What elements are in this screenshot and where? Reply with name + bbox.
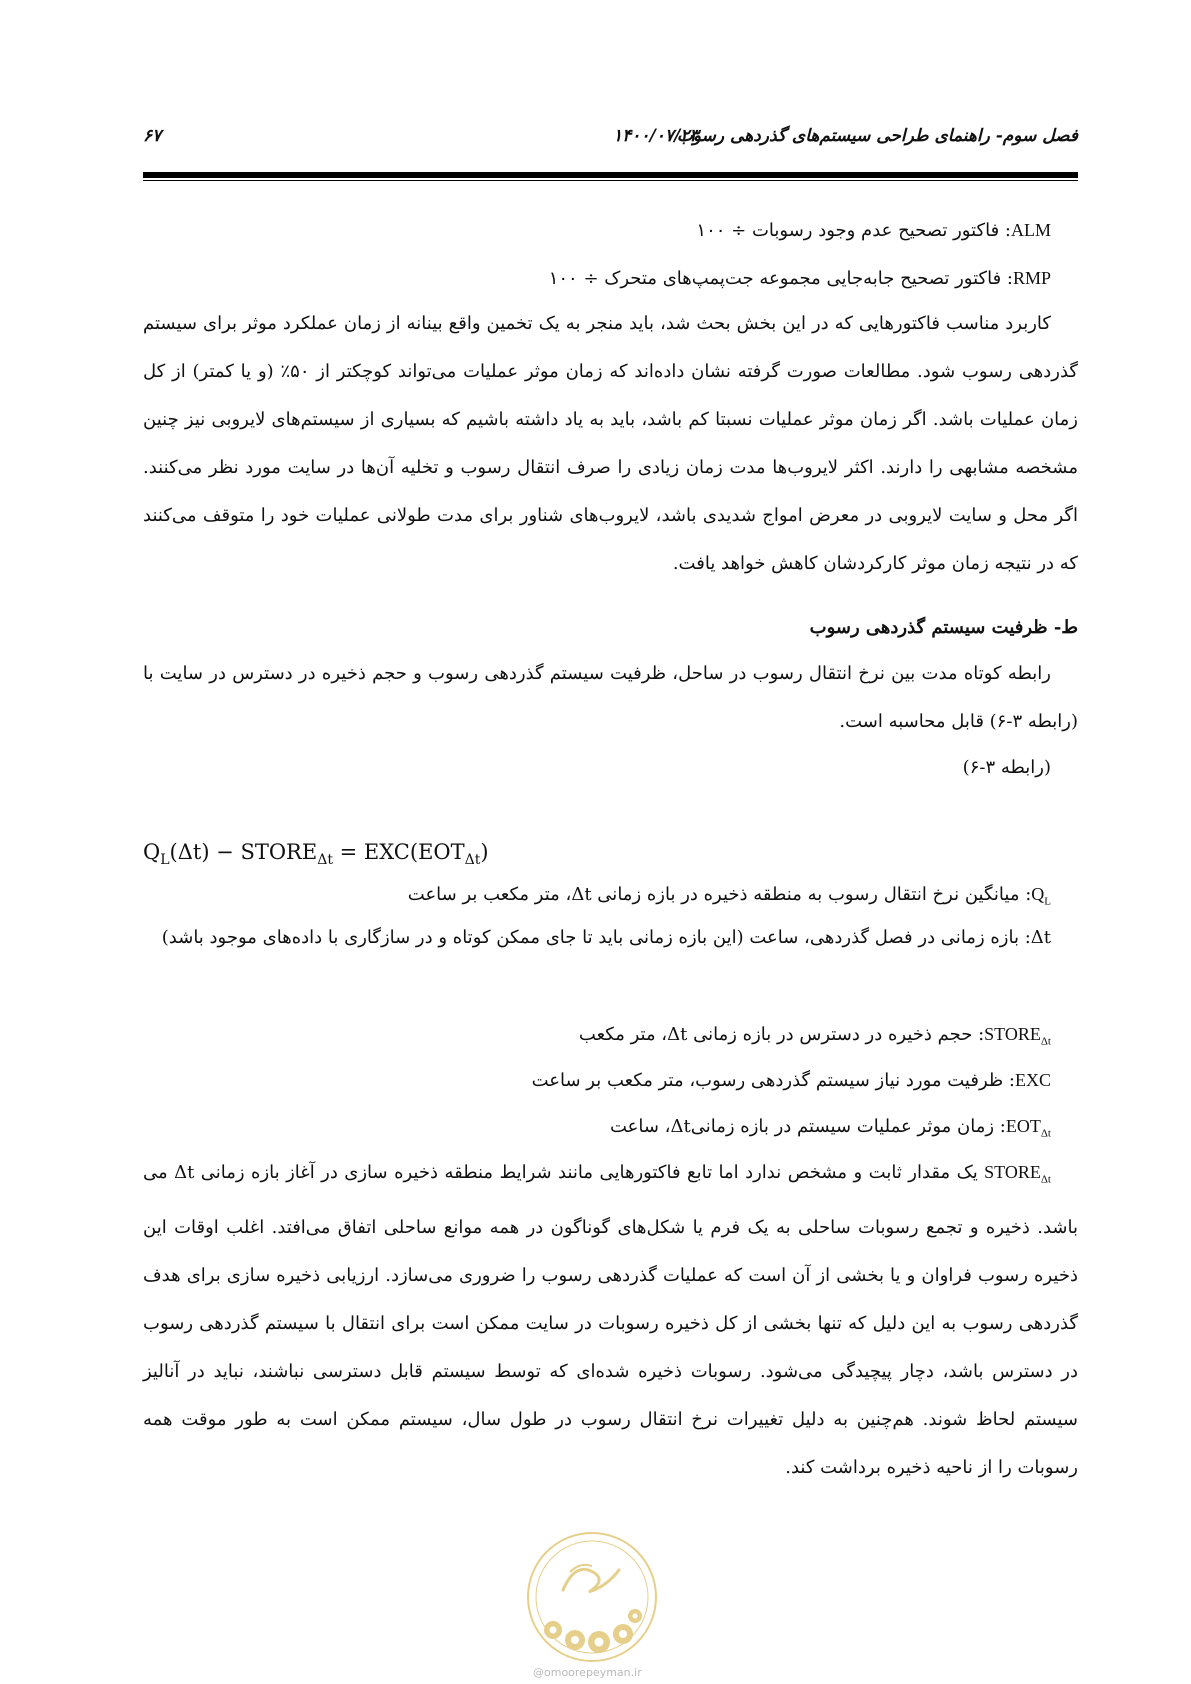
paragraph-effective-time: کاربرد مناسب فاکتورهایی که در این بخش بحث شد، باید منجر به یک تخمین واقع بینانه از زمان عملکرد موثر برای سیستم گذردهی رسوب شود. مطالعات صورت گرفته نشان داده‌اند که زمان موثر عملیات می‌تواند کوچکتر از ۵۰٪ (و یا کمتر) از کل زمان عملیات باشد. اگر زمان موثر عملیات نسبتا کم باشد، باید به یاد داشته باشیم که بسیاری از سیستم‌های لایروبی نیز چنین مشخصه مشابهی را دارند. اکثر لایروب‌ها مدت زمان زیادی را صرف انتقال رسوب و تخلیه آن‌ها در سایت مورد نظر می‌کنند. اگر محل و سایت لایروبی در معرض امواج شدیدی باشد، لایروب‌های شناور برای مدت طولانی عملیات خود را متوقف می‌کنند که در نتیجه زمان موثر کارکردشان کاهش خواهد یافت. bbox=[143, 313, 1078, 574]
page-header bbox=[143, 126, 1078, 160]
eot-definition: $EOT_{\Delta t}$: زمان موثر عملیات سیستم در بازه زمانیΔt، ساعت bbox=[609, 1116, 1051, 1140]
rmp-text: : فاکتور تصحیح جابه‌جایی مجموعه جت‌پمپ‌های متحرک ÷ ۱۰۰ bbox=[548, 268, 1013, 289]
rmp-definition bbox=[549, 266, 1051, 291]
header-rule-thin bbox=[143, 180, 1078, 181]
ql-definition: $Q_L$: میانگین نرخ انتقال رسوب به منطقه ذخیره در بازه زمانی Δt، متر مکعب بر ساعت bbox=[407, 884, 1051, 908]
section-heading: ط- ظرفیت سیستم گذردهی رسوب bbox=[809, 617, 1078, 638]
website-watermark: @omoorepeyman.ir bbox=[533, 1666, 642, 1679]
omoore-peyman-stamp-logo bbox=[525, 1530, 659, 1664]
paragraph-capacity-relation: رابطه کوتاه مدت بین نرخ انتقال رسوب در ساحل، ظرفیت سیستم گذردهی رسوب و حجم ذخیره در دسترس در سایت با (رابطه ۳-۶) قابل محاسبه است. bbox=[143, 663, 1078, 732]
paragraph-storage: $STORE_{\Delta t}$ یک مقدار ثابت و مشخص ندارد اما تابع فاکتورهایی مانند شرایط منطقه ذخیره سازی در آغاز بازه زمانی Δt می باشد. ذخیره و تجمع رسوبات ساحلی به یک فرم یا شکل‌های گوناگون در همه موانع ساحلی اتفاق می‌افتد. اغلب اوقات این ذخیره رسوب فراوان و یا بخشی از آن است که عملیات گذردهی رسوب را ضروری می‌سازد. ارزیابی ذخیره سازی برای هدف گذردهی رسوب به این دلیل که تنها بخشی از کل ذخیره رسوبات در سایت ممکن است برای انتقال با سیستم گذردهی رسوب در دسترس باشد، دچار پیچیدگی می‌شود. رسوبات ذخیره شده‌ای که توسط سیستم قابل دسترسی نباشند، نباید در آنالیز سیستم لحاظ شوند. هم‌چنین به دلیل تغییرات نرخ انتقال رسوب در طول سال، سیستم ممکن است به طور موقت همه رسوبات را از ناحیه ذخیره برداشت کند. bbox=[143, 1162, 1078, 1478]
equation-label: (رابطه ۳-۶) bbox=[962, 757, 1051, 778]
exc-definition: EXC: ظرفیت مورد نیاز سیستم گذردهی رسوب، متر مکعب بر ساعت bbox=[531, 1070, 1051, 1091]
alm-text: : فاکتور تصحیح عدم وجود رسوبات ÷ ۱۰۰ bbox=[696, 220, 1011, 241]
header-rule-thick bbox=[143, 172, 1078, 178]
store-definition: $STORE_{\Delta t}$: حجم ذخیره در دسترس در بازه زمانی Δt، متر مکعب bbox=[578, 1024, 1051, 1048]
header-date: ۱۴۰۰/۰۷/۲۳ bbox=[613, 126, 699, 146]
alm-definition bbox=[696, 218, 1051, 243]
page-number: ۶۷ bbox=[143, 126, 162, 146]
dt-definition: Δt: بازه زمانی در فصل گذردهی، ساعت (این بازه زمانی باید تا جای ممکن کوتاه و در سازگاری با داده‌های موجود باشد) bbox=[161, 927, 1051, 948]
alm-term: ALM bbox=[1011, 220, 1051, 240]
rmp-term: RMP bbox=[1012, 268, 1051, 288]
chapter-title: فصل سوم- راهنمای طراحی سیستم‌های گذردهی رسوب bbox=[676, 126, 1078, 146]
equation-3-6: $Q_L(\Delta t)$ − $STORE_{\Delta t} = EXC(EOT_{\Delta t})$ bbox=[143, 840, 489, 869]
